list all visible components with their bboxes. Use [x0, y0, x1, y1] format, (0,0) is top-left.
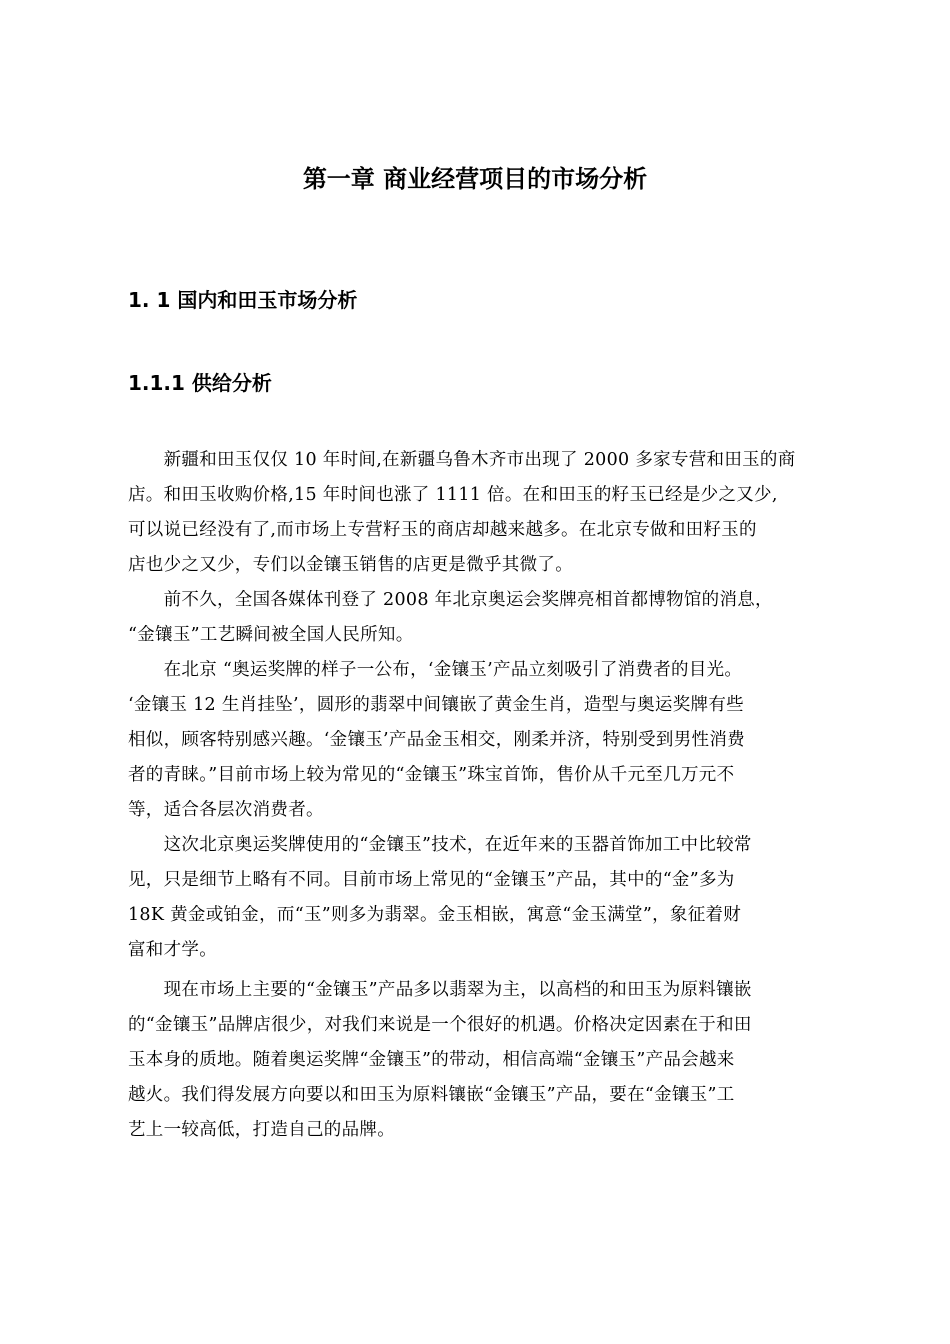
- text-line: 在北京 “奥运奖牌的样子一公布，‘金镶玉’产品立刻吸引了消费者的目光。: [128, 660, 743, 680]
- paragraph: [128, 583, 828, 653]
- text-line: 见，只是细节上略有不同。目前市场上常见的“金镶玉”产品，其中的“金”多为: [128, 870, 735, 890]
- paragraph: [128, 828, 828, 968]
- text-line: 前不久，全国各媒体刊登了 2008 年北京奥运会奖牌亮相首都博物馆的消息，: [128, 590, 773, 610]
- section-title: 1. 1 国内和田玉市场分析: [128, 288, 358, 312]
- chapter-title: 第一章 商业经营项目的市场分析: [302, 165, 648, 193]
- text-line: 的“金镶玉”品牌店很少，对我们来说是一个很好的机遇。价格决定因素在于和田: [128, 1015, 752, 1035]
- text-line: 越火。我们得发展方向要以和田玉为原料镶嵌“金镶玉”产品，要在“金镶玉”工: [128, 1085, 735, 1105]
- text-line: 新疆和田玉仅仅 10 年时间,在新疆乌鲁木齐市出现了 2000 多家专营和田玉的商: [128, 450, 796, 470]
- body-text: [128, 443, 828, 1148]
- text-line: 富和才学。: [128, 940, 217, 960]
- text-line: 店也少之又少，专们以金镶玉销售的店更是微乎其微了。: [128, 555, 573, 575]
- text-line: 玉本身的质地。随着奥运奖牌“金镶玉”的带动，相信高端“金镶玉”产品会越来: [128, 1050, 735, 1070]
- text-line: 相似，顾客特别感兴趣。‘金镶玉’产品金玉相交，刚柔并济，特别受到男性消费: [128, 730, 745, 750]
- paragraph: [128, 653, 828, 828]
- paragraph: [128, 443, 828, 583]
- text-line: 现在市场上主要的“金镶玉”产品多以翡翠为主，以高档的和田玉为原料镶嵌: [128, 980, 752, 1000]
- text-line: 等，适合各层次消费者。: [128, 800, 324, 820]
- text-line: 店。和田玉收购价格,15 年时间也涨了 1111 倍。在和田玉的籽玉已经是少之又少,: [128, 485, 778, 505]
- text-line: 可以说已经没有了,而市场上专营籽玉的商店却越来越多。在北京专做和田籽玉的: [128, 520, 757, 540]
- subsection-title: 1.1.1 供给分析: [128, 371, 272, 395]
- text-line: ‘金镶玉 12 生肖挂坠’，圆形的翡翠中间镶嵌了黄金生肖，造型与奥运奖牌有些: [128, 695, 744, 715]
- text-line: 艺上一较高低，打造自己的品牌。: [128, 1120, 395, 1140]
- text-line: 者的青睐。”目前市场上较为常见的“金镶玉”珠宝首饰，售价从千元至几万元不: [128, 765, 735, 785]
- text-line: “金镶玉”工艺瞬间被全国人民所知。: [128, 625, 414, 645]
- paragraph: [128, 973, 828, 1148]
- text-line: 18K 黄金或铂金，而“玉”则多为翡翠。金玉相嵌，寓意“金玉满堂”，象征着财: [128, 905, 742, 925]
- text-line: 这次北京奥运奖牌使用的“金镶玉”技术，在近年来的玉器首饰加工中比较常: [128, 835, 752, 855]
